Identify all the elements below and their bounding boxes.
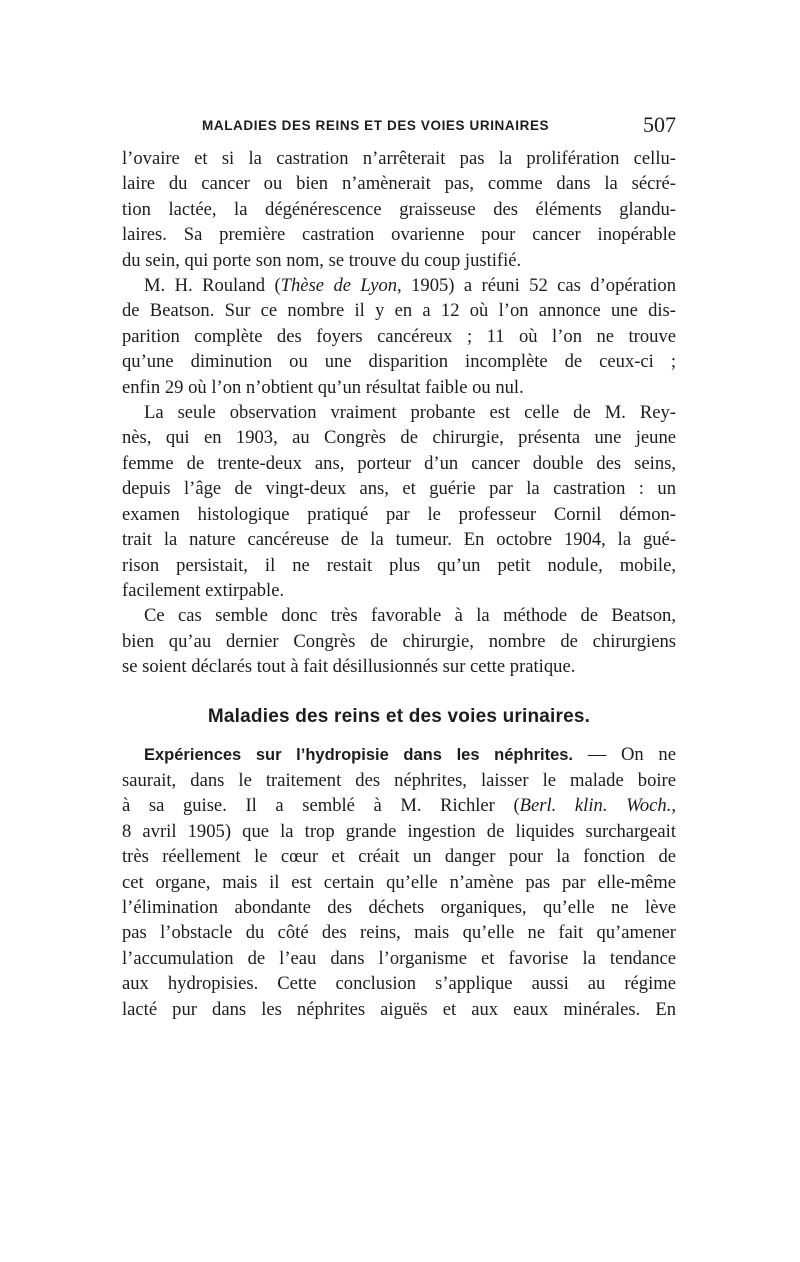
paragraph-hydropisie	[122, 742, 676, 1022]
book-page	[122, 112, 676, 1022]
text-line: du sein, qui porte son nom, se trouve du coup justifié.	[122, 249, 522, 271]
text-line: aux hydropisies. Cette conclusion s’applique aussi au régime	[122, 973, 676, 995]
text-line: se soient déclarés tout à fait désillusionnés sur cette pratique.	[122, 656, 576, 678]
text-line: trait la nature cancéreuse de la tumeur. En octobre 1904, la gué-	[122, 529, 676, 551]
text-line	[122, 273, 676, 298]
text-line: enfin 29 où l’on n’obtient qu’un résultat faible ou nul.	[122, 376, 524, 398]
citation-italic: Thèse de Lyon,	[280, 275, 402, 297]
text-line: parition complète des foyers cancéreux ; 11 où l’on ne trouve	[122, 325, 676, 347]
text-line: nès, qui en 1903, au Congrès de chirurgie, présenta une jeune	[122, 427, 676, 449]
citation-italic: Berl. klin. Woch.,	[519, 795, 676, 817]
page-number: 507	[643, 112, 676, 137]
paragraph-rouland	[122, 273, 676, 400]
paragraph-beatson-method	[122, 603, 676, 679]
text-line: Ce cas semble donc très favorable à la méthode de Beatson,	[144, 605, 676, 627]
text-line	[122, 742, 676, 768]
running-title: MALADIES DES REINS ET DES VOIES URINAIRES	[202, 118, 550, 133]
text-line: l’élimination abondante des déchets organiques, qu’elle ne lève	[122, 896, 676, 918]
text-line: cet organe, mais il est certain qu’elle n’amène pas par elle-même	[122, 871, 676, 893]
text-line: rison persistait, il ne restait plus qu’un petit nodule, mobile,	[122, 554, 676, 576]
text-line: femme de trente-deux ans, porteur d’un cancer double des seins,	[122, 452, 676, 474]
text-line: La seule observation vraiment probante est celle de M. Rey-	[144, 402, 676, 424]
text-line: l’ovaire et si la castration n’arrêterait pas la prolifération cellu-	[122, 148, 676, 169]
text-line: examen histologique pratiqué par le professeur Cornil démon-	[122, 503, 676, 525]
text-line: de Beatson. Sur ce nombre il y en a 12 où l’on annonce une dis-	[122, 300, 676, 322]
text-line: laires. Sa première castration ovarienne pour cancer inopérable	[122, 224, 676, 246]
text-line	[122, 793, 676, 818]
text-line: depuis l’âge de vingt-deux ans, et guérie par la castration : un	[122, 478, 676, 500]
runin-heading: Expériences sur l’hydropisie dans les néphrites.	[144, 745, 573, 764]
text-line: très réellement le cœur et créait un danger pour la fonction de	[122, 846, 676, 868]
text-line: l’accumulation de l’eau dans l’organisme et favorise la tendance	[122, 947, 676, 969]
text-line: lacté pur dans les néphrites aiguës et aux eaux minérales. En	[122, 998, 676, 1020]
text-line: facilement extirpable.	[122, 579, 285, 601]
text-line: laire du cancer ou bien n’amènerait pas, comme dans la sécré-	[122, 173, 676, 195]
text-line: 8 avril 1905) que la trop grande ingestion de liquides surchargeait	[122, 820, 676, 842]
text-line: qu’une diminution ou une disparition incomplète de ceux-ci ;	[122, 351, 676, 373]
text-line: tion lactée, la dégénérescence graisseuse des éléments glandu-	[122, 198, 676, 220]
text-fragment: M. H. Rouland (	[144, 275, 281, 297]
paragraph-reynes	[122, 400, 676, 603]
text-line: bien qu’au dernier Congrès de chirurgie, nombre de chirurgiens	[122, 630, 676, 652]
text-line: pas l’obstacle du côté des reins, mais qu’elle ne fait qu’amener	[122, 922, 676, 944]
section-heading: Maladies des reins et des voies urinaires.	[207, 705, 591, 727]
text-fragment: à sa guise. Il a semblé à M. Richler (	[122, 795, 520, 817]
text-line: saurait, dans le traitement des néphrites, laisser le malade boire	[122, 769, 676, 791]
text-fragment: 1905) a réuni 52 cas d’opération	[401, 275, 676, 297]
text-fragment: — On ne	[573, 743, 676, 765]
running-header	[122, 112, 676, 142]
paragraph-ovarian-castration	[122, 146, 676, 273]
